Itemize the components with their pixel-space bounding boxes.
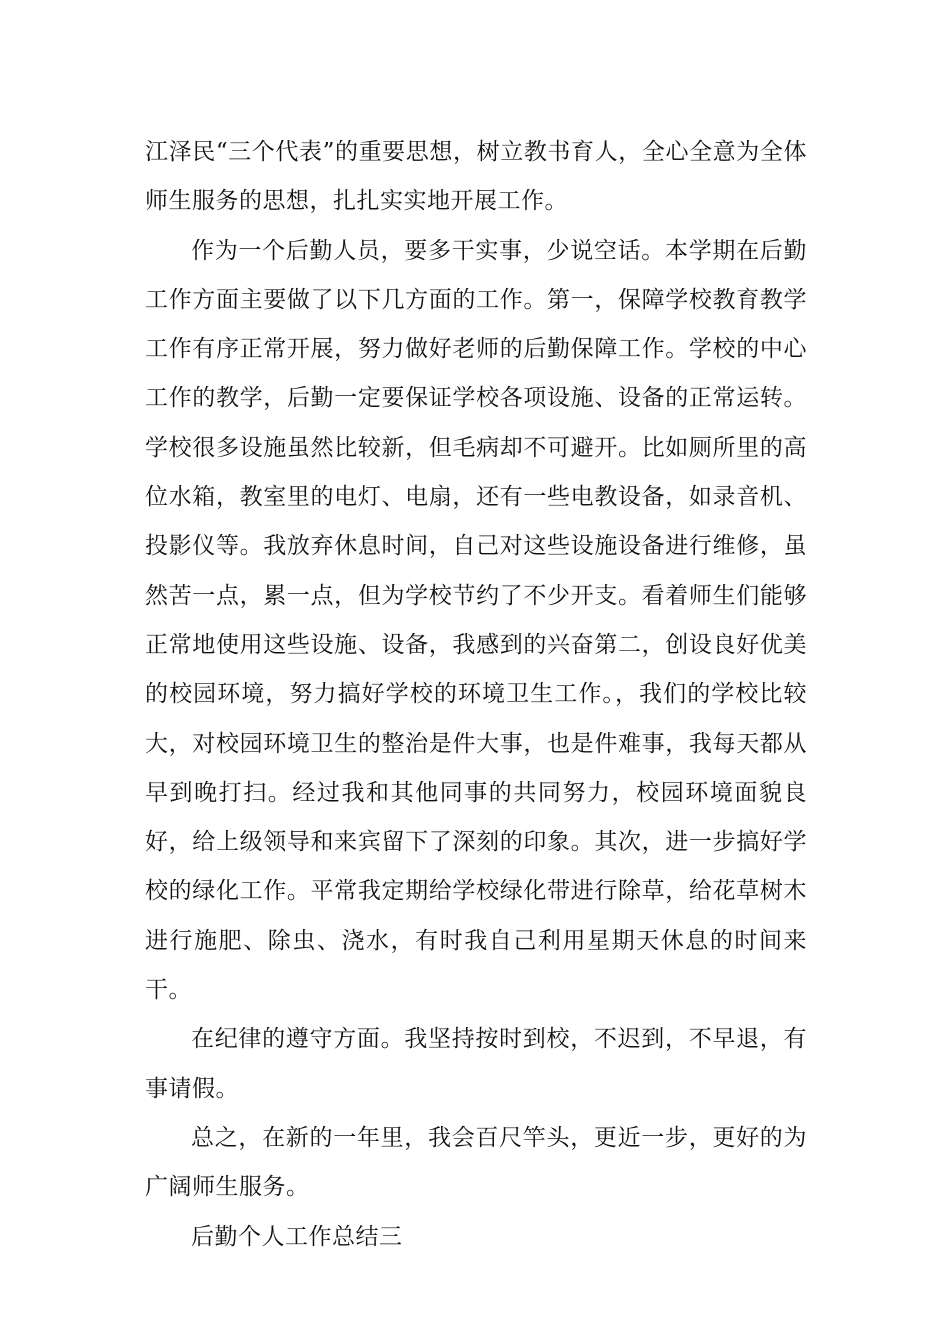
paragraph-logistics-work: 作为一个后勤人员，要多干实事，少说空话。本学期在后勤工作方面主要做了以下几方面的工作。第一，保障学校教育教学工作有序正常开展，努力做好老师的后勤保障工作。学校的中心工作的教学，后勤一定要保证学校各项设施、设备的正常运转。学校很多设施虽然比较新，但毛病却不可避开。比如厕所里的高位水箱，教室里的电灯、电扇，还有一些电教设备，如录音机、投影仪等。我放弃休息时间，自己对这些设施设备进行维修，虽然苦一点，累一点，但为学校节约了不少开支。看着师生们能够正常地使用这些设施、设备，我感到的兴奋第二，创设良好优美的校园环境，努力搞好学校的环境卫生工作。，我们的学校比较大，对校园环境卫生的整治是件大事，也是件难事，我每天都从早到晚打扫。经过我和其他同事的共同努力，校园环境面貌良好，给上级领导和来宾留下了深刻的印象。其次，进一步搞好学校的绿化工作。平常我定期给学校绿化带进行除草，给花草树木进行施肥、除虫、浇水，有时我自己利用星期天休息的时间来干。	[145, 237, 807, 1004]
paragraph-continuation: 江泽民“三个代表”的重要思想，树立教书育人，全心全意为全体师生服务的思想，扎扎实实地开展工作。	[145, 139, 807, 215]
paragraph-discipline: 在纪律的遵守方面。我坚持按时到校，不迟到，不早退，有事请假。	[145, 1026, 807, 1102]
document-body	[145, 128, 807, 1262]
section-heading: 后勤个人工作总结三	[191, 1223, 403, 1250]
paragraph-conclusion: 总之，在新的一年里，我会百尺竿头，更近一步，更好的为广阔师生服务。	[145, 1124, 807, 1201]
